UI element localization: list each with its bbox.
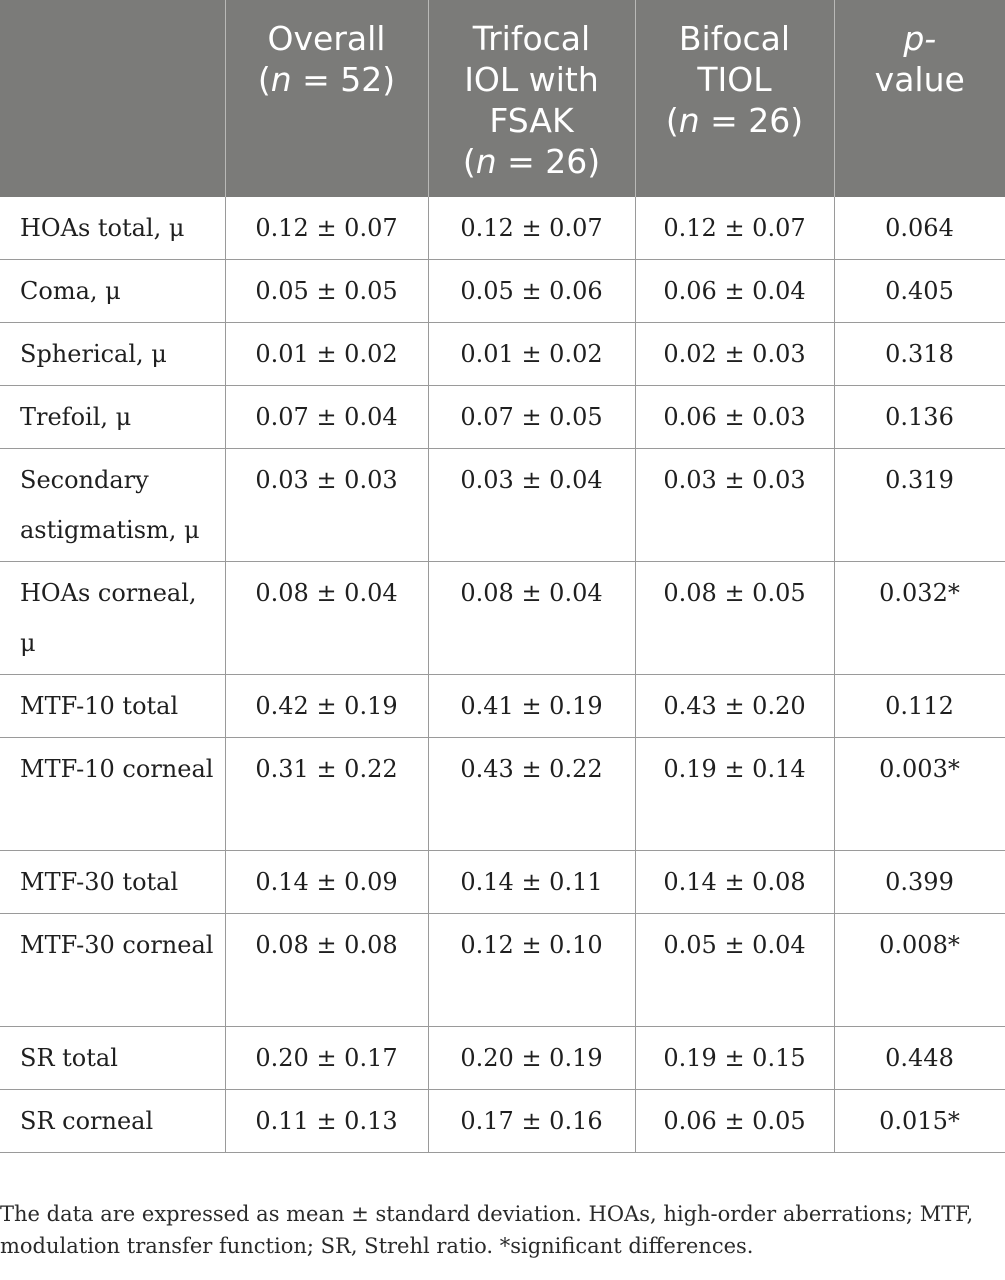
cell-p-value: 0.319 — [834, 449, 1005, 562]
row-label: MTF-10 total — [0, 675, 225, 738]
cell-bifocal: 0.05 ± 0.04 — [635, 914, 834, 1027]
cell-trifocal: 0.41 ± 0.19 — [428, 675, 635, 738]
cell-bifocal: 0.08 ± 0.05 — [635, 562, 834, 675]
table-row — [0, 738, 1005, 851]
table-row — [0, 914, 1005, 1027]
table-row — [0, 323, 1005, 386]
cell-overall: 0.08 ± 0.08 — [225, 914, 428, 1027]
header-empty — [0, 0, 225, 197]
cell-p-value: 0.318 — [834, 323, 1005, 386]
cell-trifocal: 0.03 ± 0.04 — [428, 449, 635, 562]
cell-bifocal: 0.06 ± 0.05 — [635, 1090, 834, 1153]
header-trifocal-line-2: IOL with — [464, 60, 599, 99]
cell-overall: 0.01 ± 0.02 — [225, 323, 428, 386]
header-p-value-line-1: p- — [903, 19, 937, 58]
cell-bifocal: 0.02 ± 0.03 — [635, 323, 834, 386]
row-label: Secondary astigmatism, μ — [0, 449, 225, 562]
cell-p-value: 0.032* — [834, 562, 1005, 675]
table-row — [0, 562, 1005, 675]
row-label: HOAs total, μ — [0, 197, 225, 260]
cell-overall: 0.07 ± 0.04 — [225, 386, 428, 449]
cell-p-value: 0.399 — [834, 851, 1005, 914]
row-label: SR corneal — [0, 1090, 225, 1153]
cell-bifocal: 0.12 ± 0.07 — [635, 197, 834, 260]
cell-overall: 0.12 ± 0.07 — [225, 197, 428, 260]
cell-p-value: 0.003* — [834, 738, 1005, 851]
cell-trifocal: 0.43 ± 0.22 — [428, 738, 635, 851]
table-row — [0, 260, 1005, 323]
cell-overall: 0.42 ± 0.19 — [225, 675, 428, 738]
table-row — [0, 675, 1005, 738]
row-label: SR total — [0, 1027, 225, 1090]
cell-trifocal: 0.14 ± 0.11 — [428, 851, 635, 914]
row-label: Spherical, μ — [0, 323, 225, 386]
cell-overall: 0.31 ± 0.22 — [225, 738, 428, 851]
header-trifocal-line-4: (n = 26) — [462, 142, 601, 181]
header-trifocal-line-1: Trifocal — [472, 19, 591, 58]
cell-bifocal: 0.03 ± 0.03 — [635, 449, 834, 562]
cell-trifocal: 0.12 ± 0.10 — [428, 914, 635, 1027]
cell-overall: 0.05 ± 0.05 — [225, 260, 428, 323]
header-bifocal — [635, 0, 834, 197]
cell-p-value: 0.112 — [834, 675, 1005, 738]
header-trifocal — [428, 0, 635, 197]
cell-overall: 0.14 ± 0.09 — [225, 851, 428, 914]
row-label: Trefoil, μ — [0, 386, 225, 449]
table-row — [0, 197, 1005, 260]
cell-p-value: 0.008* — [834, 914, 1005, 1027]
cell-overall: 0.03 ± 0.03 — [225, 449, 428, 562]
cell-p-value: 0.015* — [834, 1090, 1005, 1153]
header-bifocal-line-2: TIOL — [697, 60, 772, 99]
table-body — [0, 197, 1005, 1153]
row-label: HOAs corneal, μ — [0, 562, 225, 675]
cell-trifocal: 0.08 ± 0.04 — [428, 562, 635, 675]
table-row — [0, 449, 1005, 562]
cell-bifocal: 0.43 ± 0.20 — [635, 675, 834, 738]
cell-bifocal: 0.14 ± 0.08 — [635, 851, 834, 914]
cell-trifocal: 0.01 ± 0.02 — [428, 323, 635, 386]
cell-p-value: 0.448 — [834, 1027, 1005, 1090]
cell-p-value: 0.136 — [834, 386, 1005, 449]
header-bifocal-line-1: Bifocal — [678, 19, 791, 58]
row-label: MTF-30 corneal — [0, 914, 225, 1027]
cell-bifocal: 0.19 ± 0.14 — [635, 738, 834, 851]
header-p-value-line-2: value — [874, 60, 965, 99]
cell-overall: 0.20 ± 0.17 — [225, 1027, 428, 1090]
table-footnote: The data are expressed as mean ± standard deviation. HOAs, high-order aberrations; MTF, modulation transfer function; SR, Strehl ratio. *significant differences. — [0, 1202, 974, 1258]
cell-trifocal: 0.17 ± 0.16 — [428, 1090, 635, 1153]
table-row — [0, 1090, 1005, 1153]
header-overall-line-2: (n = 52) — [257, 60, 396, 99]
cell-overall: 0.08 ± 0.04 — [225, 562, 428, 675]
row-label: MTF-30 total — [0, 851, 225, 914]
header-overall-line-1: Overall — [267, 19, 386, 58]
cell-p-value: 0.405 — [834, 260, 1005, 323]
cell-trifocal: 0.07 ± 0.05 — [428, 386, 635, 449]
cell-trifocal: 0.05 ± 0.06 — [428, 260, 635, 323]
cell-overall: 0.11 ± 0.13 — [225, 1090, 428, 1153]
cell-bifocal: 0.06 ± 0.03 — [635, 386, 834, 449]
header-row — [0, 0, 1005, 197]
row-label: Coma, μ — [0, 260, 225, 323]
table-header — [0, 0, 1005, 197]
cell-bifocal: 0.06 ± 0.04 — [635, 260, 834, 323]
row-label: MTF-10 corneal — [0, 738, 225, 851]
header-p-value — [834, 0, 1005, 197]
header-overall — [225, 0, 428, 197]
table-row — [0, 386, 1005, 449]
cell-p-value: 0.064 — [834, 197, 1005, 260]
cell-trifocal: 0.12 ± 0.07 — [428, 197, 635, 260]
header-bifocal-line-3: (n = 26) — [665, 101, 804, 140]
cell-trifocal: 0.20 ± 0.19 — [428, 1027, 635, 1090]
table-row — [0, 851, 1005, 914]
header-trifocal-line-3: FSAK — [489, 101, 574, 140]
cell-bifocal: 0.19 ± 0.15 — [635, 1027, 834, 1090]
table-row — [0, 1027, 1005, 1090]
